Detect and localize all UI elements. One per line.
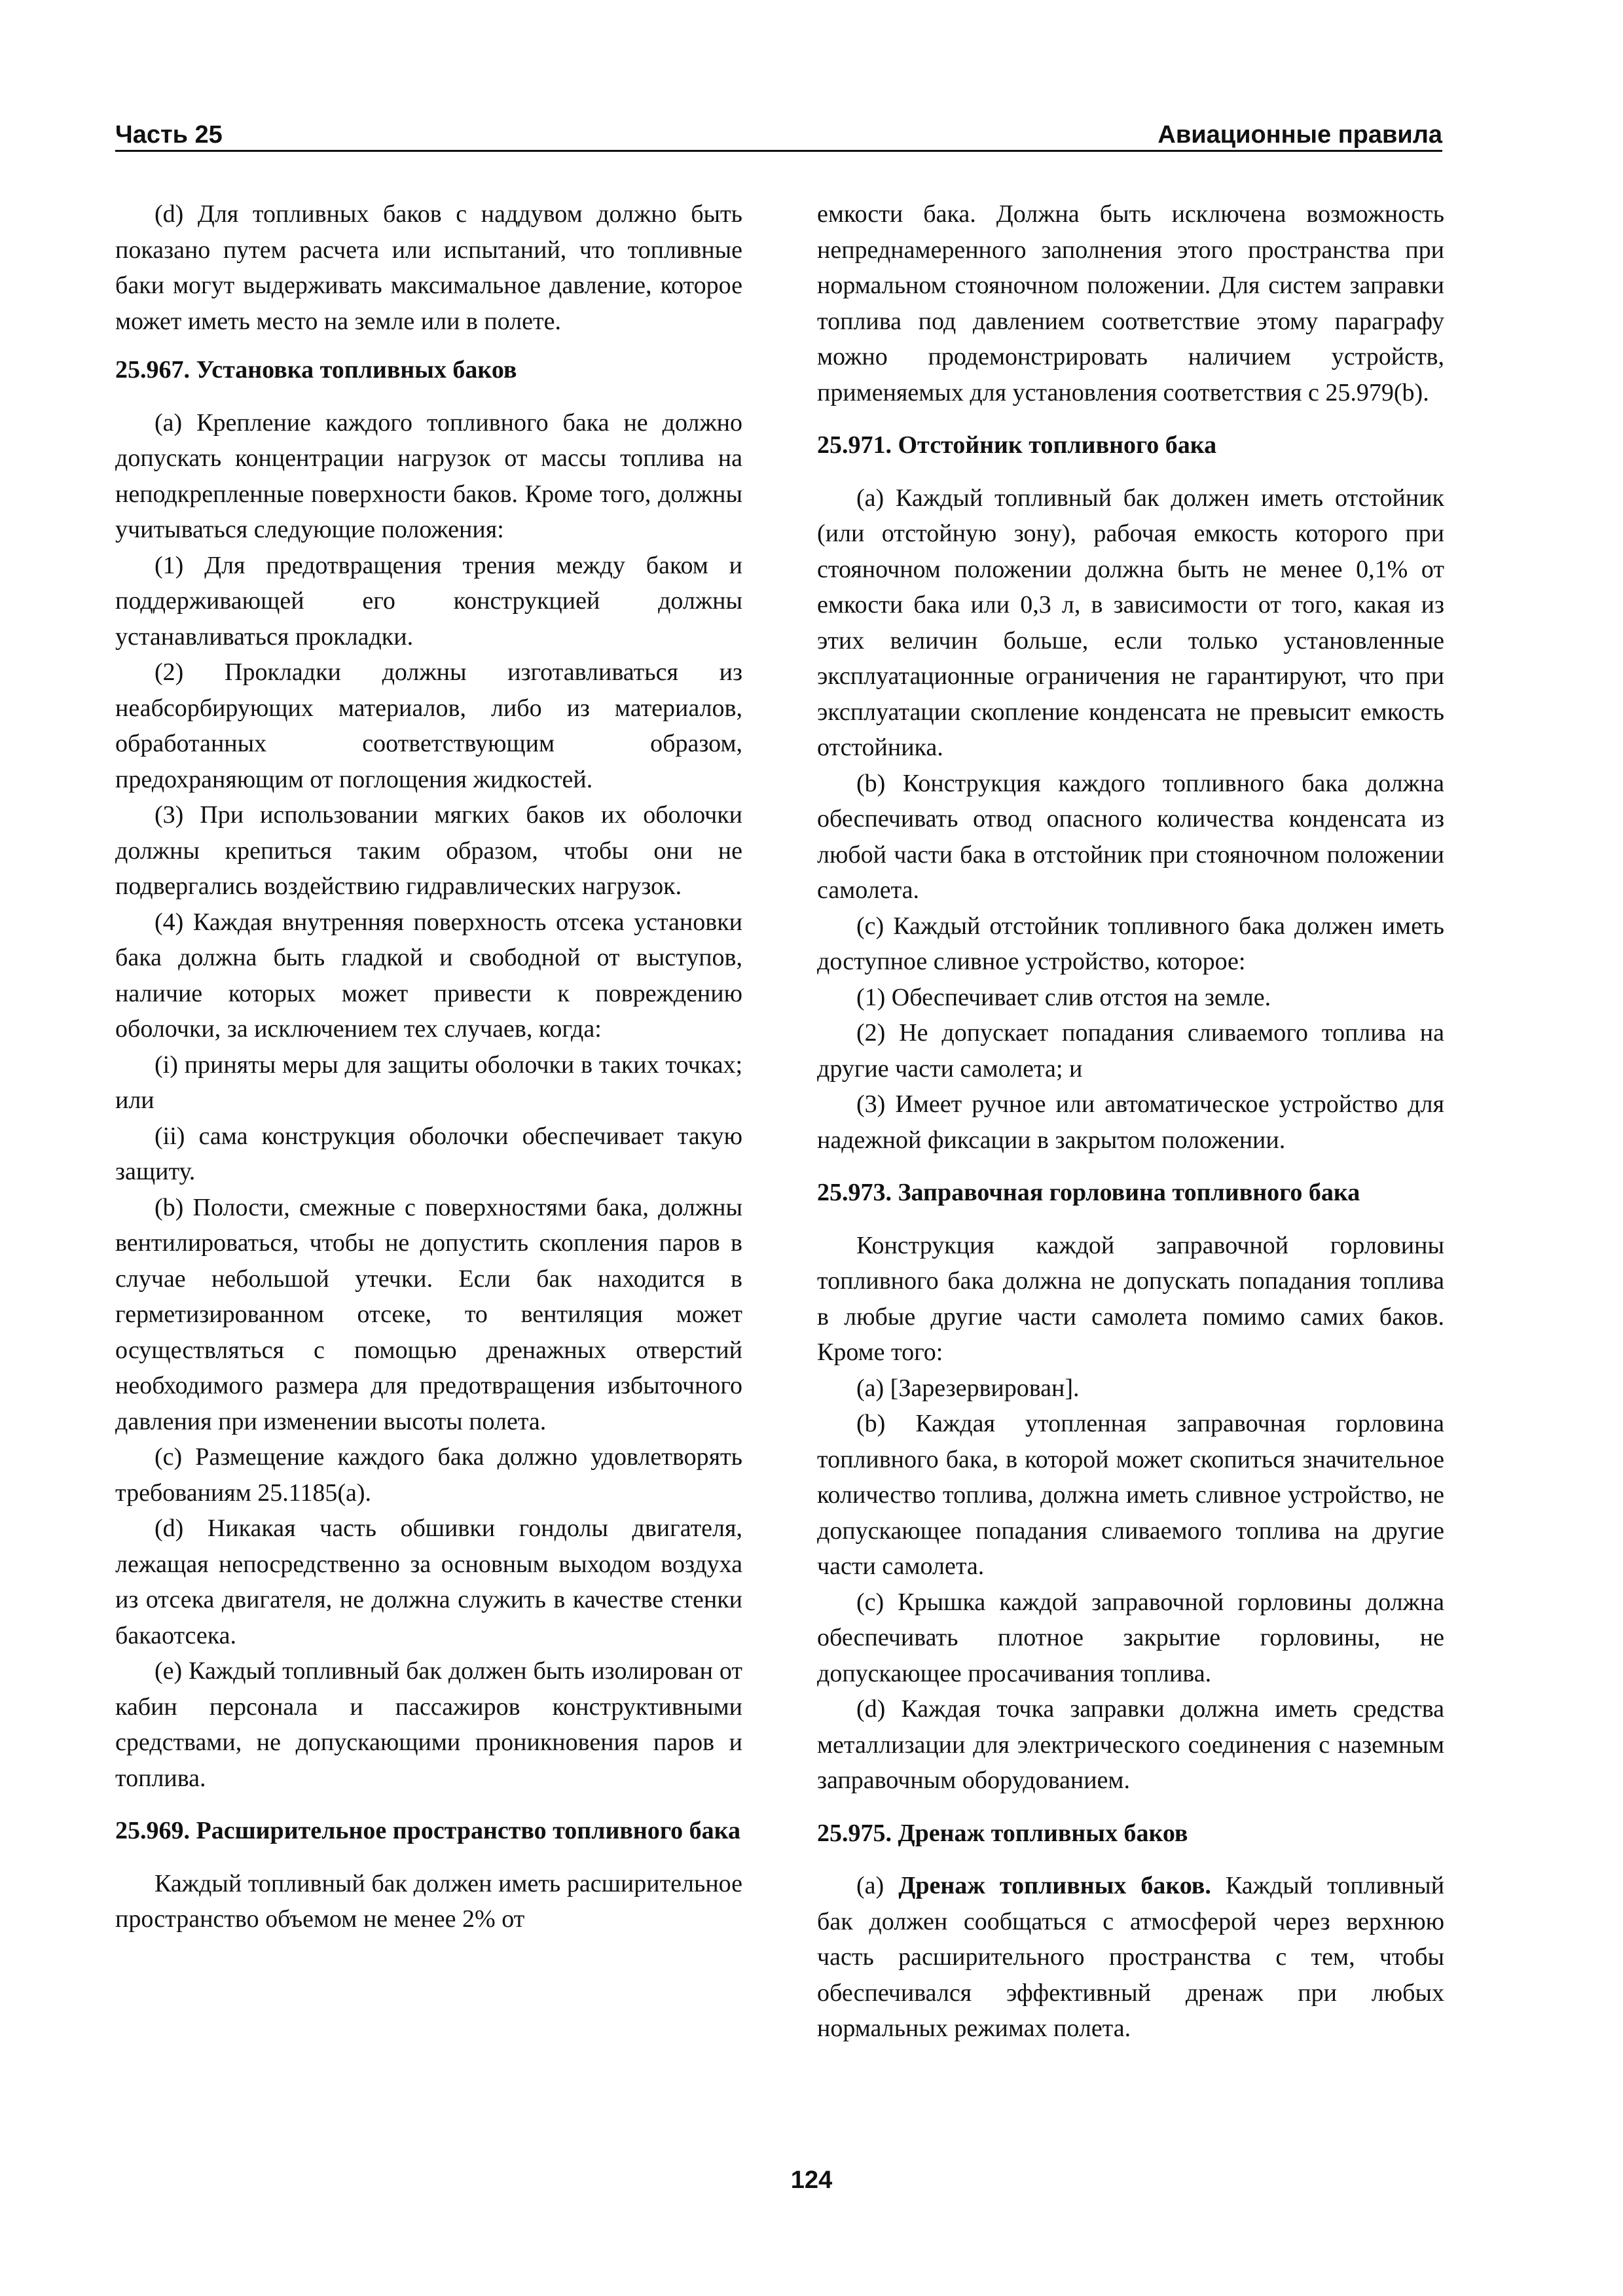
paragraph: (3) Имеет ручное или автоматическое устройство для надежной фиксации в закрытом положении. (817, 1090, 1444, 1154)
paragraph: (i) приняты меры для защиты оболочки в таких точках; или (115, 1050, 742, 1114)
section-heading-25-967: 25.967. Установка топливных баков (115, 356, 517, 384)
header-rule (115, 150, 1442, 152)
paragraph: (b) Полости, смежные с поверхностями бака, должны вентилироваться, чтобы не допустить скопления паров в случае небольшой утечки. Если бак находится в герметизированном отсеке, то вентиляция может осуществляться с помощью дренажных отверстий необходимого размера для предотвращения избыточного давления при изменении высоты полета. (115, 1193, 742, 1435)
paragraph: (e) Каждый топливный бак должен быть изолирован от кабин персонала и пассажиров конструктивными средствами, не допускающими проникновения паров и топлива. (115, 1657, 742, 1792)
paragraph: (1) Для предотвращения трения между баком и поддерживающей его конструкцией должны устанавливаться прокладки. (115, 551, 742, 651)
item-prefix: (a) (856, 1872, 884, 1899)
paragraph: (d) Каждая точка заправки должна иметь средства металлизации для электрического соединения с наземным заправочным оборудованием. (817, 1695, 1444, 1794)
paragraph (817, 1868, 1444, 2047)
section-heading-25-975: 25.975. Дренаж топливных баков (817, 1819, 1188, 1847)
paragraph: (ii) сама конструкция оболочки обеспечивает такую защиту. (115, 1122, 742, 1185)
paragraph: (2) Не допускает попадания сливаемого топлива на другие части самолета; и (817, 1019, 1444, 1083)
paragraph: (a) [Зарезервирован]. (856, 1374, 1080, 1402)
paragraph: (b) Конструкция каждого топливного бака должна обеспечивать отвод опасного количества конденсата из любой части бака в отстойник при стояночном положении самолета. (817, 769, 1444, 904)
page-header (115, 117, 1442, 149)
paragraph: (2) Прокладки должны изготавливаться из неабсорбирующих материалов, либо из материалов, обработанных соответствующим образом, предохраняющим от поглощения жидкостей. (115, 658, 742, 793)
paragraph: (d) Никакая часть обшивки гондолы двигателя, лежащая непосредственно за основным выходом воздуха из отсека двигателя, не должна служить в качестве стенки бакаотсека. (115, 1515, 742, 1649)
paragraph: (c) Размещение каждого бака должно удовлетворять требованиям 25.1185(a). (115, 1443, 742, 1507)
paragraph: Каждый топливный бак должен иметь расширительное пространство объемом не менее 2% от (115, 1869, 742, 1933)
inline-bold-term: Дренаж топливных баков. (898, 1872, 1211, 1899)
page-number: 124 (790, 2166, 833, 2194)
section-heading-25-971: 25.971. Отстойник топливного бака (817, 431, 1217, 459)
paragraph: (c) Крышка каждой заправочной горловины должна обеспечивать плотное закрытие горловины, не допускающее просачивания топлива. (817, 1588, 1444, 1687)
paragraph: (4) Каждая внутренняя поверхность отсека установки бака должна быть гладкой и свободной от выступов, наличие которых может привести к повреждению оболочки, за исключением тех случаев, когда: (115, 908, 742, 1043)
paragraph: (a) Крепление каждого топливного бака не должно допускать концентрации нагрузок от массы топлива на неподкрепленные поверхности баков. Кроме того, должны учитываться следующие положения: (115, 408, 742, 543)
paragraph: (a) Каждый топливный бак должен иметь отстойник (или отстойную зону), рабочая емкость которого при стояночном положении должна быть не менее 0,1% от емкости бака или 0,3 л, в зависимости от того, какая из этих величин больше, если только установленные эксплуатационные ограничения не гарантируют, что при эксплуатации скопление конденсата не превысит емкость отстойника. (817, 484, 1444, 761)
header-part: Часть 25 (115, 121, 223, 149)
header-title: Авиационные правила (1158, 121, 1442, 149)
right-column (817, 196, 1444, 2047)
section-heading-25-973: 25.973. Заправочная горловина топливного бака (817, 1179, 1360, 1206)
paragraph: (3) При использовании мягких баков их оболочки должны крепиться таким образом, чтобы они не подвергались воздействию гидравлических нагрузок. (115, 801, 742, 900)
paragraph: емкости бака. Должна быть исключена возможность непреднамеренного заполнения этого пространства при нормальном стояночном положении. Для систем заправки топлива под давлением соответствие этому параграфу можно продемонстрировать наличием устройств, применяемых для установления соответствия с 25.979(b). (817, 200, 1444, 406)
paragraph: (d) Для топливных баков с наддувом должно быть показано путем расчета или испытаний, что топливные баки могут выдерживать максимальное давление, которое может иметь место на земле или в полете. (115, 200, 742, 335)
section-heading-25-969: 25.969. Расширительное пространство топливного бака (115, 1817, 740, 1844)
paragraph: (c) Каждый отстойник топливного бака должен иметь доступное сливное устройство, которое: (817, 912, 1444, 975)
paragraph: (b) Каждая утопленная заправочная горловина топливного бака, в которой может скопиться значительное количество топлива, должна иметь сливное устройство, не допускающее попадания сливаемого топлива на другие части самолета. (817, 1410, 1444, 1580)
paragraph: Конструкция каждой заправочной горловины топливного бака должна не допускать попадания топлива в любые другие части самолета помимо самих баков. Кроме того: (817, 1231, 1444, 1366)
left-column (115, 196, 742, 1937)
paragraph: (1) Обеспечивает слив отстоя на земле. (856, 983, 1271, 1011)
paragraph-text: Каждый топливный бак должен сообщаться с атмосферой через верхнюю часть расширительного пространства с тем, чтобы обеспечивался эффективный дренаж при любых нормальных режимах полета. (817, 1872, 1445, 2042)
